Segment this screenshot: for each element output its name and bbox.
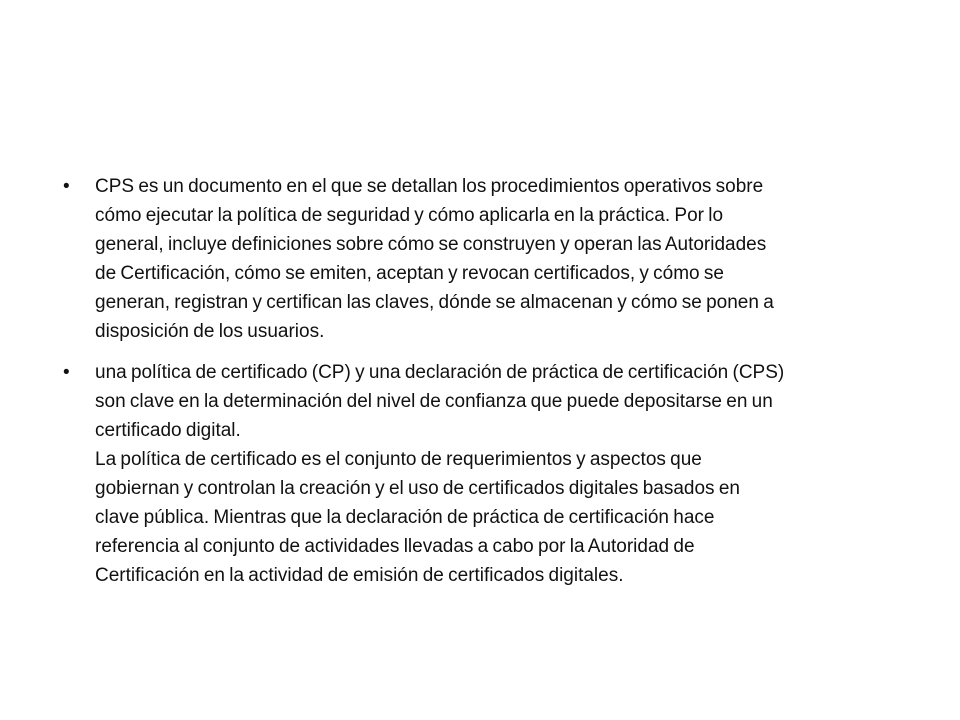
bullet-marker: • (63, 362, 70, 383)
bullet-list (60, 172, 900, 602)
bullet-text-cp-definition: La política de certificado es el conjunto de requerimientos y aspectos que gobiernan y controlan la creación y el uso de certificados digitales basados en clave pública. Mientras que la declaración de práctica de certificación hace referencia al conjunto de actividades llevadas a cabo por la Autoridad de Certificación en la actividad de emisión de certificados digitales. (95, 449, 740, 586)
bullet-marker: • (63, 176, 70, 197)
bullet-text-cps-definition: CPS es un documento en el que se detallan los procedimientos operativos sobre cómo ejecutar la política de seguridad y cómo aplicarla en la práctica. Por lo general, incluye definiciones sobre cómo se construyen y operan las Autoridades de Certificación, cómo se emiten, aceptan y revocan certificados, y cómo se generan, registran y certifican las claves, dónde se almacenan y cómo se ponen a disposición de los usuarios. (95, 176, 774, 342)
bullet-item-cp-cps-confidence (60, 358, 900, 590)
bullet-text-cp-cps-confidence: una política de certificado (CP) y una declaración de práctica de certificación (CPS) son clave en la determinación del nivel de confianza que puede depositarse en un certificado digital. (95, 362, 785, 441)
bullet-item-cps-definition (60, 172, 900, 346)
